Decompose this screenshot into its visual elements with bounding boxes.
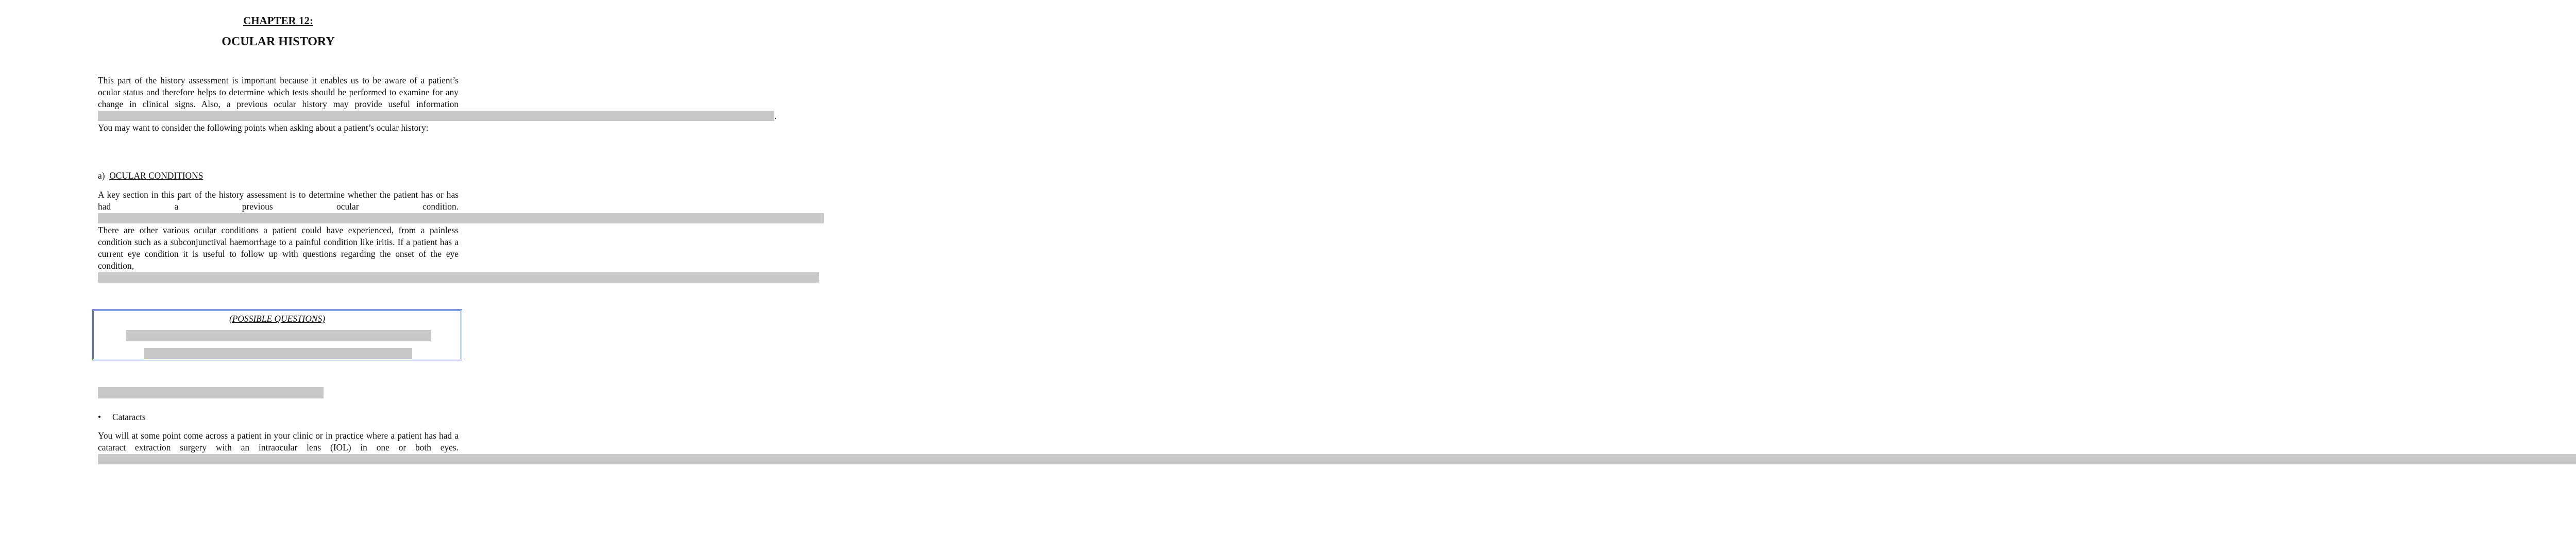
- redacted-question-1: [126, 330, 431, 341]
- document-page: [0, 0, 777, 556]
- ocular-conditions-paragraph-1: [98, 189, 459, 224]
- bullet-cataracts: [98, 412, 146, 423]
- redacted-text: [98, 454, 2576, 464]
- chapter-number: CHAPTER 12:: [243, 14, 313, 27]
- paragraph-text: You will at some point come across a patient in your clinic or in practice where a patient has had a cataract extraction surgery with an intraocular lens (IOL) in one or both eyes.: [98, 430, 459, 453]
- redacted-section-heading: [98, 387, 324, 398]
- possible-questions-box: [92, 309, 462, 360]
- paragraph-text: There are other various ocular conditions a patient could have experienced, from a painless condition such as a subconjunctival haemorrhage to a painful condition like iritis. If a patient has a current eye condition it is useful to follow up with questions regarding the onset of the eye condition,: [98, 225, 459, 271]
- cataract-paragraph: [98, 430, 459, 465]
- chapter-title: OCULAR HISTORY: [222, 35, 335, 48]
- section-marker: a): [98, 170, 105, 181]
- possible-questions-title: (POSSIBLE QUESTIONS): [229, 314, 325, 324]
- ocular-conditions-paragraph-2: [98, 224, 459, 284]
- redacted-text: [98, 272, 819, 283]
- section-heading-ocular-conditions: [98, 170, 203, 181]
- redacted-text: [98, 213, 824, 223]
- bullet-label: Cataracts: [112, 412, 146, 422]
- intro-paragraph: [98, 75, 777, 134]
- paragraph-text: A key section in this part of the history assessment is to determine whether the patient has or has had a previous ocular condition.: [98, 189, 459, 212]
- intro-text-start: This part of the history assessment is important because it enables us to be aware of a patient’s ocular status and therefore helps to determine which tests should be performed to examine for any change in clinical signs. Also, a previous ocular history may provide useful information: [98, 75, 459, 109]
- bullet-symbol: •: [98, 412, 101, 422]
- redacted-question-2: [144, 348, 412, 359]
- intro-text-end: . You may want to consider the following points when asking about a patient’s ocular history:: [98, 111, 777, 133]
- redacted-text: [98, 111, 774, 121]
- section-title: OCULAR CONDITIONS: [109, 170, 204, 181]
